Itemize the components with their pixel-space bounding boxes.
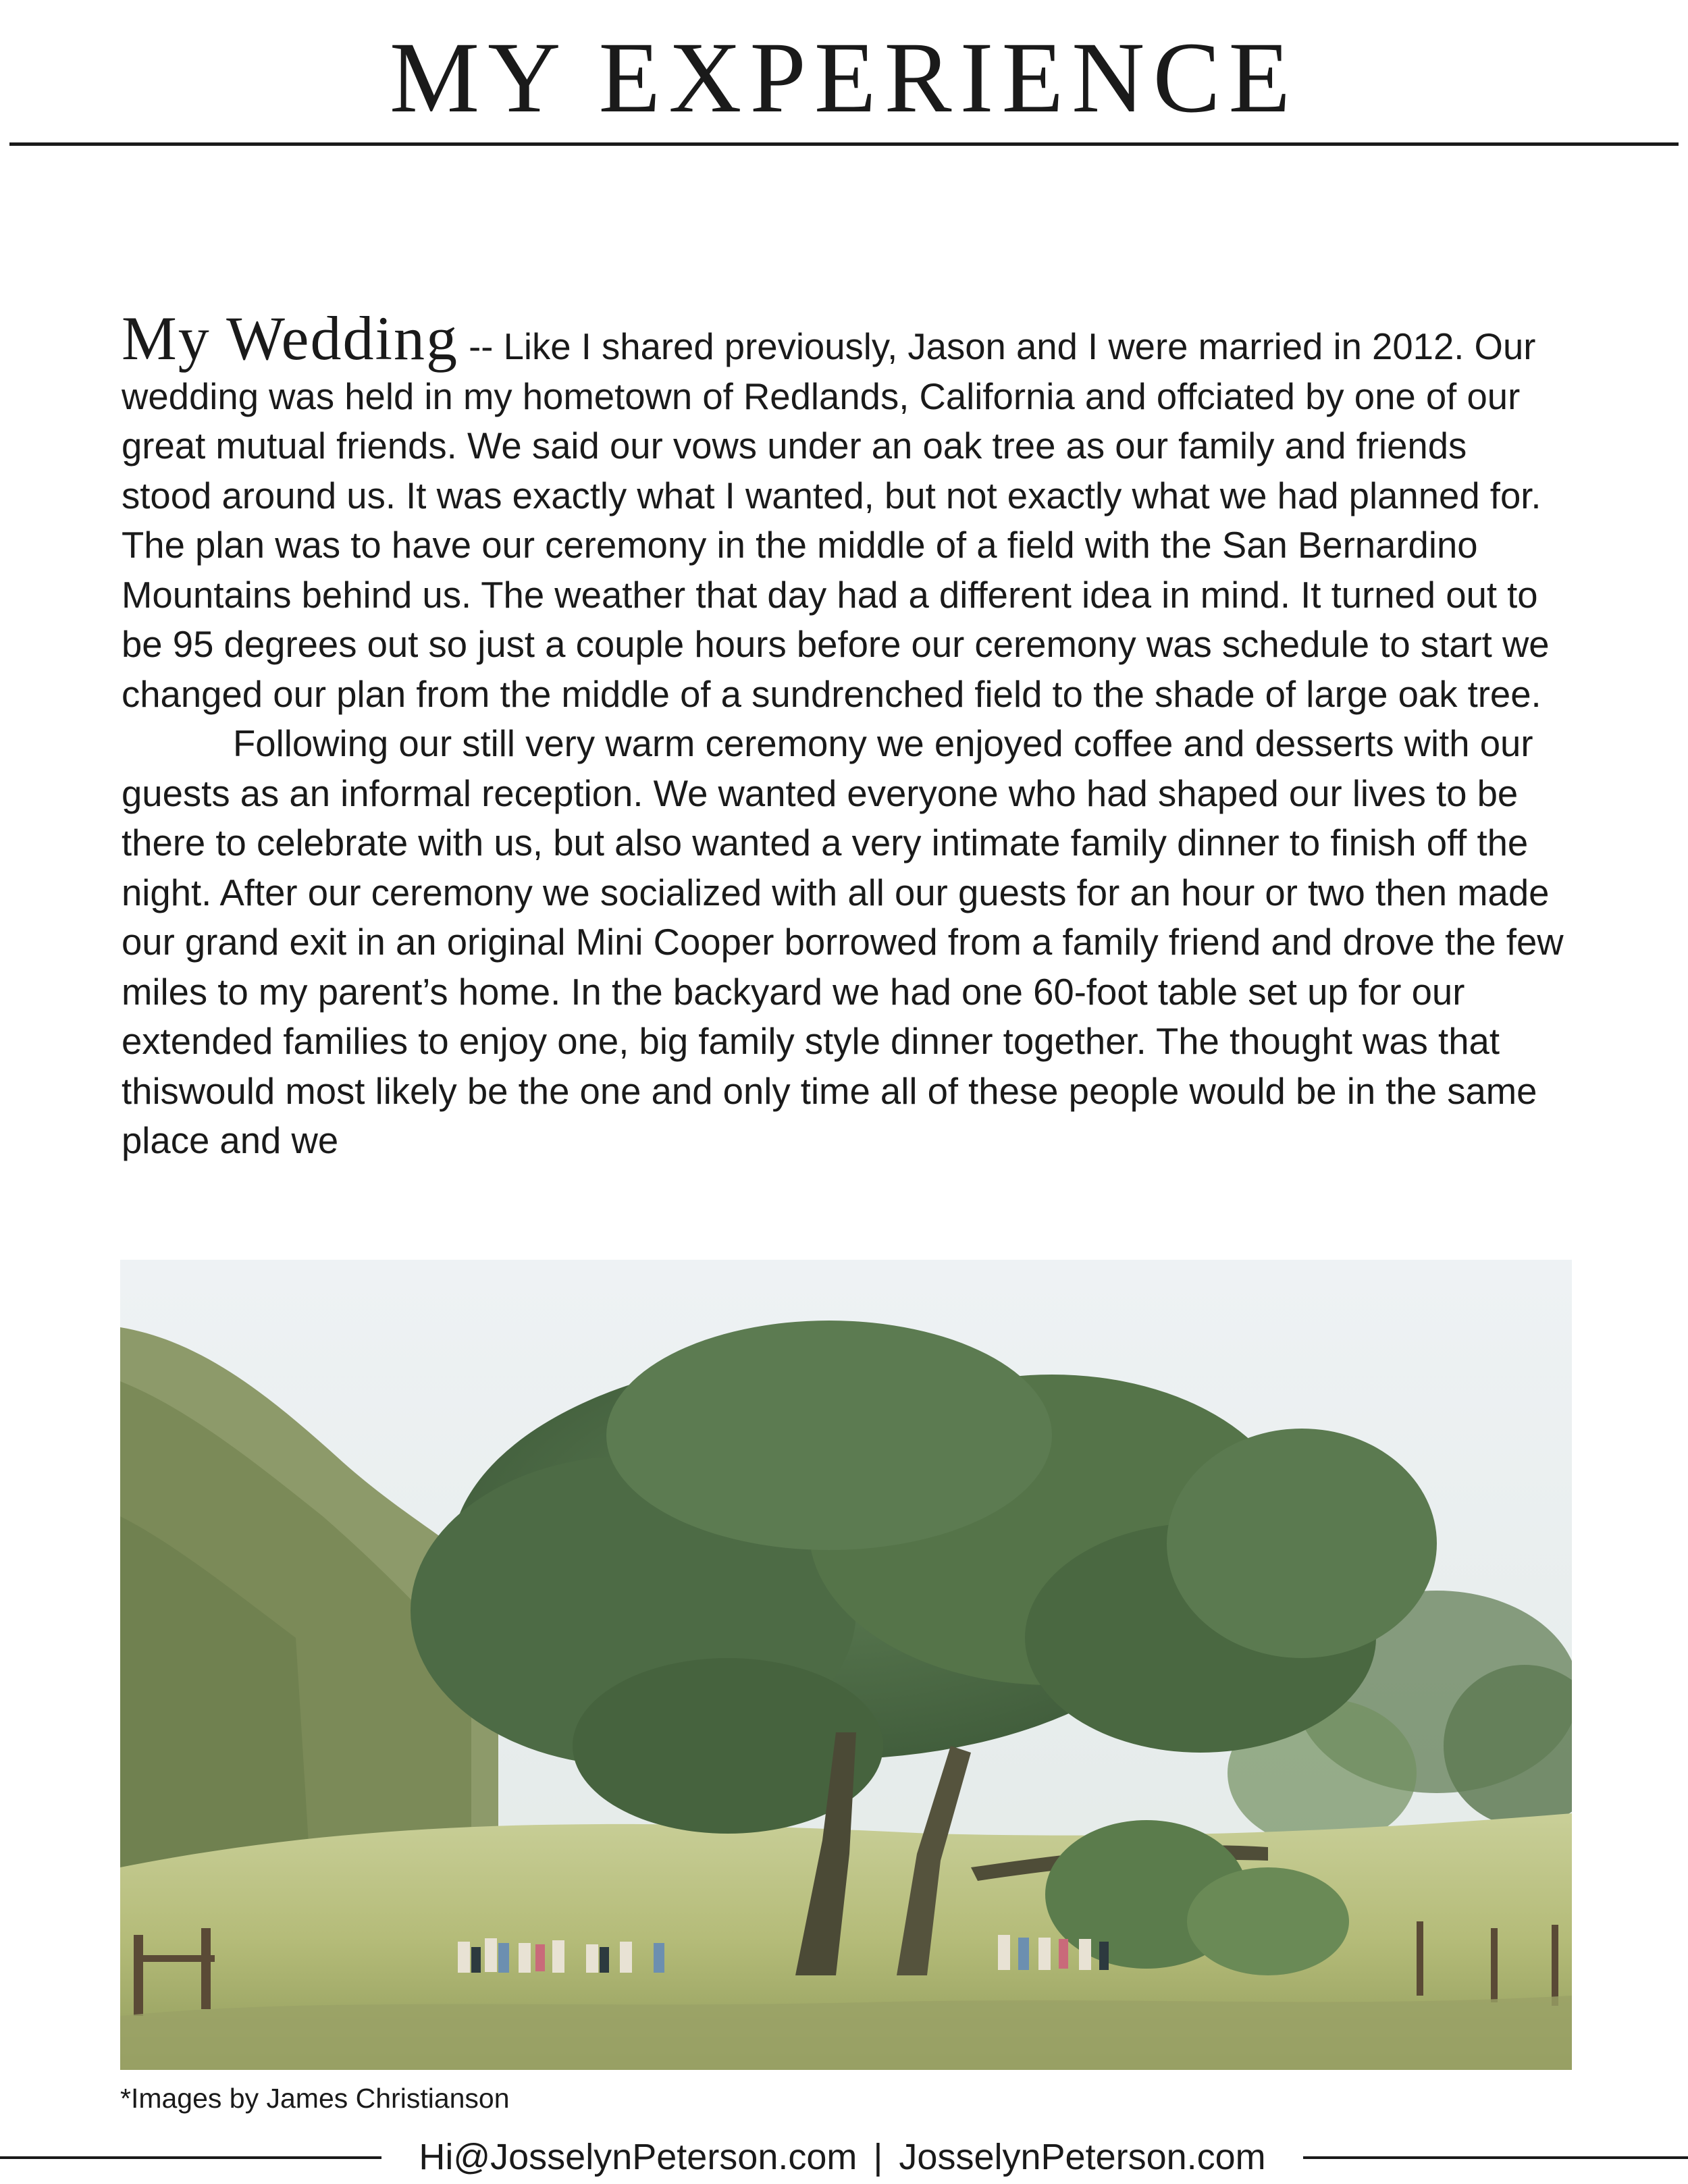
heading-separator: --	[458, 326, 504, 367]
footer	[381, 2133, 1303, 2181]
page-title: MY EXPERIENCE	[389, 22, 1299, 134]
paragraph-1-text: Like I shared previously, Jason and I were married in 2012. Our wedding was held in my hometown of Redlands, California and offciated by one of our great mutual friends. We said our vows under an oak tree as our family and friends stood around us. It was exactly what I wanted, but not exactly what we had planned for. The plan was to have our ceremony in the middle of a field with the San Bernardino Mountains behind us. The weather that day had a different idea in mind. It turned out to be 95 degrees out so just a couple hours before our ceremony was schedule to start we changed our plan from the middle of a sundrenched field to the shade of large oak tree.	[122, 326, 1550, 715]
article-heading: My Wedding	[122, 304, 459, 373]
footer-divider-right	[1303, 2156, 1688, 2159]
footer-email-link[interactable]: Hi@JosselynPeterson.com	[419, 2137, 858, 2177]
footer-divider-left	[0, 2156, 381, 2159]
article-paragraph-2: Following our still very warm ceremony we enjoyed coffee and desserts with our guests as an informal reception. We wanted everyone who had shaped our lives to be there to celebrate with us, but also wanted a very intimate family dinner to finish off the night. After our ceremony we socialized with all our guests for an hour or two then made our grand exit in an original Mini Cooper borrowed from a family friend and drove the few miles to my parent’s home. In the backyard we had one 60-foot table set up for our extended families to enjoy one, big family style dinner together. The thought was that thiswould most likely be the one and only time all of these people would be in the same place and we	[122, 723, 1564, 1161]
footer-separator: |	[873, 2137, 883, 2177]
footer-website-link[interactable]: JosselynPeterson.com	[899, 2137, 1266, 2177]
article-body	[122, 304, 1566, 1166]
title-divider	[9, 142, 1679, 146]
photo-caption: *Images by James Christianson	[120, 2083, 510, 2114]
wedding-photo	[120, 1260, 1572, 2070]
article-paragraph-1	[122, 304, 1566, 719]
